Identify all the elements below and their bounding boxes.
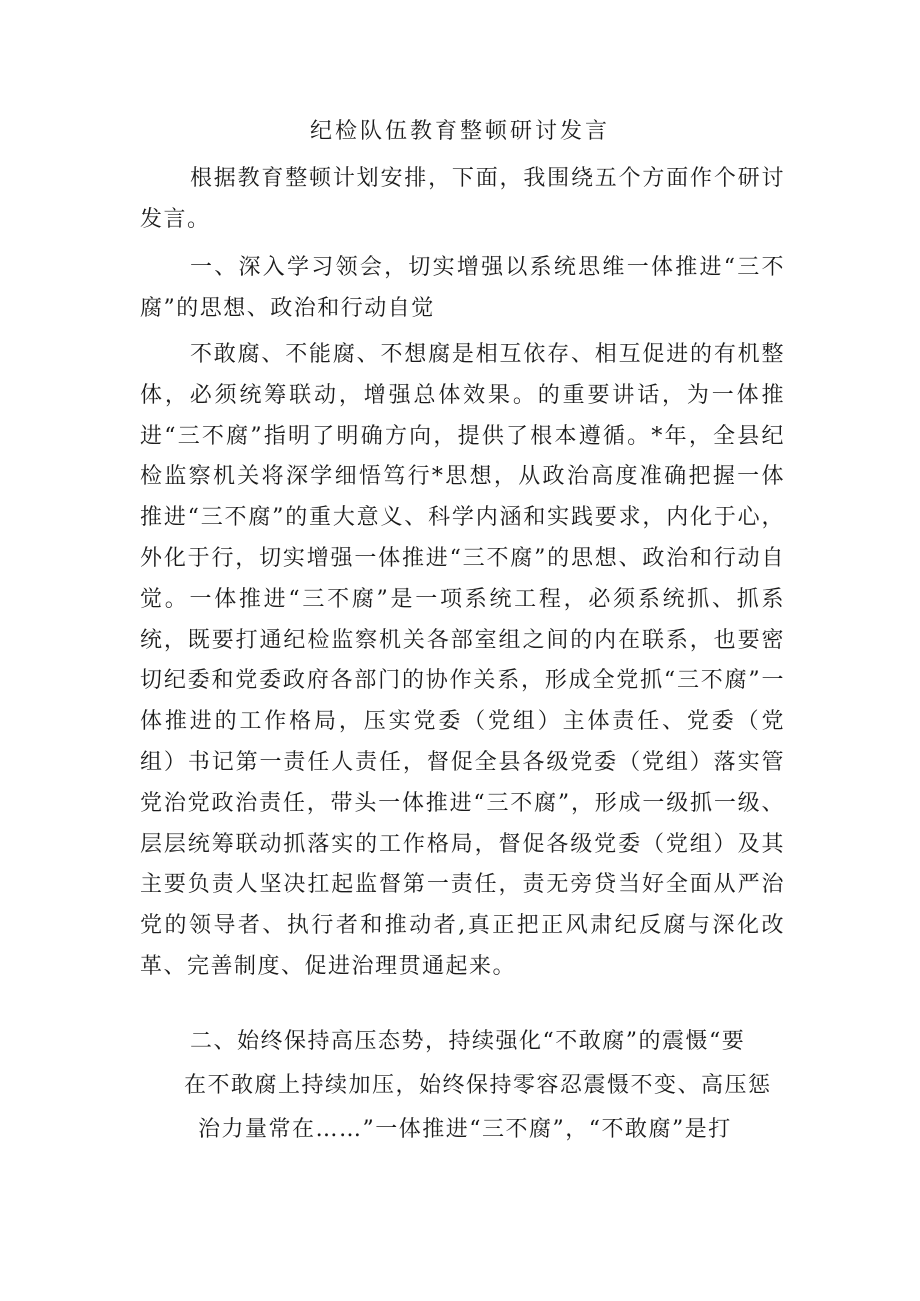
section-2-line: 在不敢腐上持续加压，始终保持零容忍震慑不变、高压惩: [184, 1073, 772, 1098]
section-2-heading: [140, 1020, 790, 1152]
section-2-line: 治力量常在……”一体推进“三不腐”，“不敢腐”是打: [198, 1117, 732, 1142]
section-1-heading: 一、深入学习领会，切实增强以系统思维一体推进“三不腐”的思想、政治和行动自觉: [140, 255, 785, 321]
section-2-line: 二、始终保持高压态势，持续强化“不敢腐”的震慑“要: [190, 1029, 746, 1054]
document-title: 纪检队伍教育整顿研讨发言: [309, 119, 610, 144]
intro-paragraph: 根据教育整顿计划安排，下面，我围绕五个方面作个研讨发言。: [140, 166, 785, 232]
section-1-body: 不敢腐、不能腐、不想腐是相互依存、相互促进的有机整体，必须统筹联动，增强总体效果。的重要讲话，为一体推进“三不腐”指明了明确方向，提供了根本遵循。*年，全县纪检监察机关将深学细悟笃行*思想，从政治高度准确把握一体推进“三不腐”的重大意义、科学内涵和实践要求，内化于心，外化于行，切实增强一体推进“三不腐”的思想、政治和行动自觉。一体推进“三不腐”是一项系统工程，必须系统抓、抓系统，既要打通纪检监察机关各部室组之间的内在联系，也要密切纪委和党委政府各部门的协作关系，形成全党抓“三不腐”一体推进的工作格局，压实党委（党组）主体责任、党委（党组）书记第一责任人责任，督促全县各级党委（党组）落实管党治党政治责任，带头一体推进“三不腐”，形成一级抓一级、层层统筹联动抓落实的工作格局，督促各级党委（党组）及其主要负责人坚决扛起监督第一责任，责无旁贷当好全面从严治党的领导者、执行者和推动者,真正把正风肃纪反腐与深化改革、完善制度、促进治理贯通起来。: [140, 342, 785, 979]
